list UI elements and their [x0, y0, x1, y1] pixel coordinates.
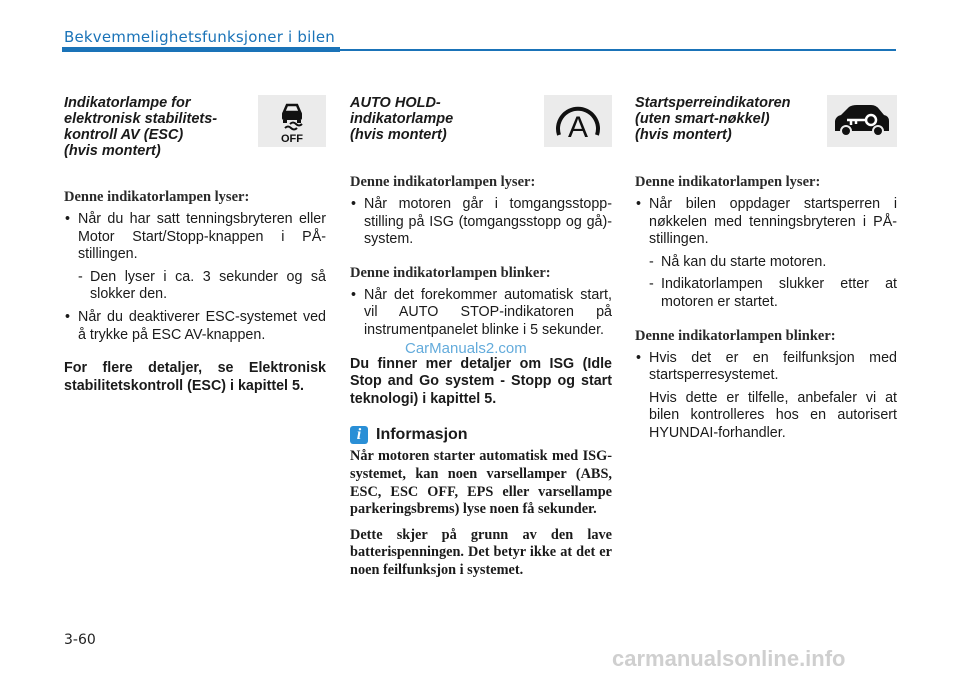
column-immobilizer	[635, 95, 897, 443]
section-title-line: indikatorlampe	[350, 111, 454, 127]
info-icon: i	[350, 426, 368, 444]
subheading-blinks: Denne indikatorlampen blinker:	[350, 264, 551, 281]
subheading-lights: Denne indikatorlampen lyser:	[350, 174, 536, 190]
column-esc-off	[64, 95, 326, 395]
immobilizer-indicator-icon	[827, 95, 897, 147]
section-title-line: (hvis montert)	[64, 143, 161, 159]
bullet-item: • Når det forekommer automatisk start, vil AUTO STOP-indikatoren på instrumentpanelet blinke i 5 sekunder.	[350, 287, 612, 340]
section-title-line: Startsperreindikatoren	[635, 95, 791, 111]
bullet-item: • Når bilen oppdager startsperren i nøkkelen med tenningsbryteren i PÅ-stillingen.	[635, 196, 897, 249]
section-title-line: AUTO HOLD-	[350, 95, 441, 111]
column-auto-hold	[350, 95, 612, 580]
dash-item: - Nå kan du starte motoren.	[635, 254, 897, 272]
section-title-line: Indikatorlampe for	[64, 95, 191, 111]
info-paragraph: Dette skjer på grunn av den lave batterispenningen. Det betyr ikke at det er noen feilfunksjon i systemet.	[350, 526, 612, 578]
section-title-line: (hvis montert)	[350, 127, 447, 143]
header-accent-bar	[62, 47, 340, 52]
esc-off-indicator-icon	[258, 95, 326, 147]
bullet-item: • Hvis det er en feilfunksjon med startsperresystemet.	[635, 350, 897, 385]
info-paragraph: Når motoren starter automatisk med ISG-systemet, kan noen varsellamper (ABS, ESC, ESC OFF, EPS eller varsellampe parkeringsbrems) lyse noen få sekunder.	[350, 448, 612, 518]
auto-hold-indicator-icon	[544, 95, 612, 147]
section-title-line: elektronisk stabilitets-	[64, 111, 218, 127]
info-title: Informasjon	[376, 426, 468, 444]
section-title-line: kontroll AV (ESC)	[64, 127, 184, 143]
section-title-line: (uten smart-nøkkel)	[635, 111, 770, 127]
subheading-blinks: Denne indikatorlampen blinker:	[635, 327, 836, 344]
indented-paragraph: Hvis dette er tilfelle, anbefaler vi at bilen kontrolleres hos en autorisert HYUNDAI-forhandler.	[649, 389, 897, 441]
subheading-lights: Denne indikatorlampen lyser:	[64, 189, 250, 205]
bullet-item: • Når motoren går i tomgangsstopp-stilling på ISG (tomgangsstopp og gå)-system.	[350, 196, 612, 249]
section-header-title: Bekvemmelighetsfunksjoner i bilen	[64, 28, 335, 46]
dash-item: - Indikatorlampen slukker etter at motoren er startet.	[635, 276, 897, 311]
bullet-item: • Når du har satt tenningsbryteren eller Motor Start/Stopp-knappen i PÅ-stillingen.	[64, 211, 326, 264]
section-title-line: (hvis montert)	[635, 127, 732, 143]
dash-item: - Den lyser i ca. 3 sekunder og så slokker den.	[64, 269, 326, 304]
info-header	[350, 426, 612, 444]
reference-note: For flere detaljer, se Elektronisk stabilitetskontroll (ESC) i kapittel 5.	[64, 360, 326, 394]
watermark-carmanuals: CarManuals2.com	[405, 340, 527, 357]
auto-hold-icon-letter: A	[567, 111, 589, 144]
page-number: 3-60	[64, 632, 96, 648]
header-rule	[340, 49, 896, 51]
reference-note: Du finner mer detaljer om ISG (Idle Stop and Go system - Stopp og start teknologi) i kapittel 5.	[350, 355, 612, 407]
subheading-lights: Denne indikatorlampen lyser:	[635, 174, 821, 190]
esc-off-icon-text: OFF	[281, 133, 303, 145]
bullet-item: • Når du deaktiverer ESC-systemet ved å trykke på ESC AV-knappen.	[64, 309, 326, 344]
watermark-carmanualsonline: carmanualsonline.info	[612, 646, 846, 671]
